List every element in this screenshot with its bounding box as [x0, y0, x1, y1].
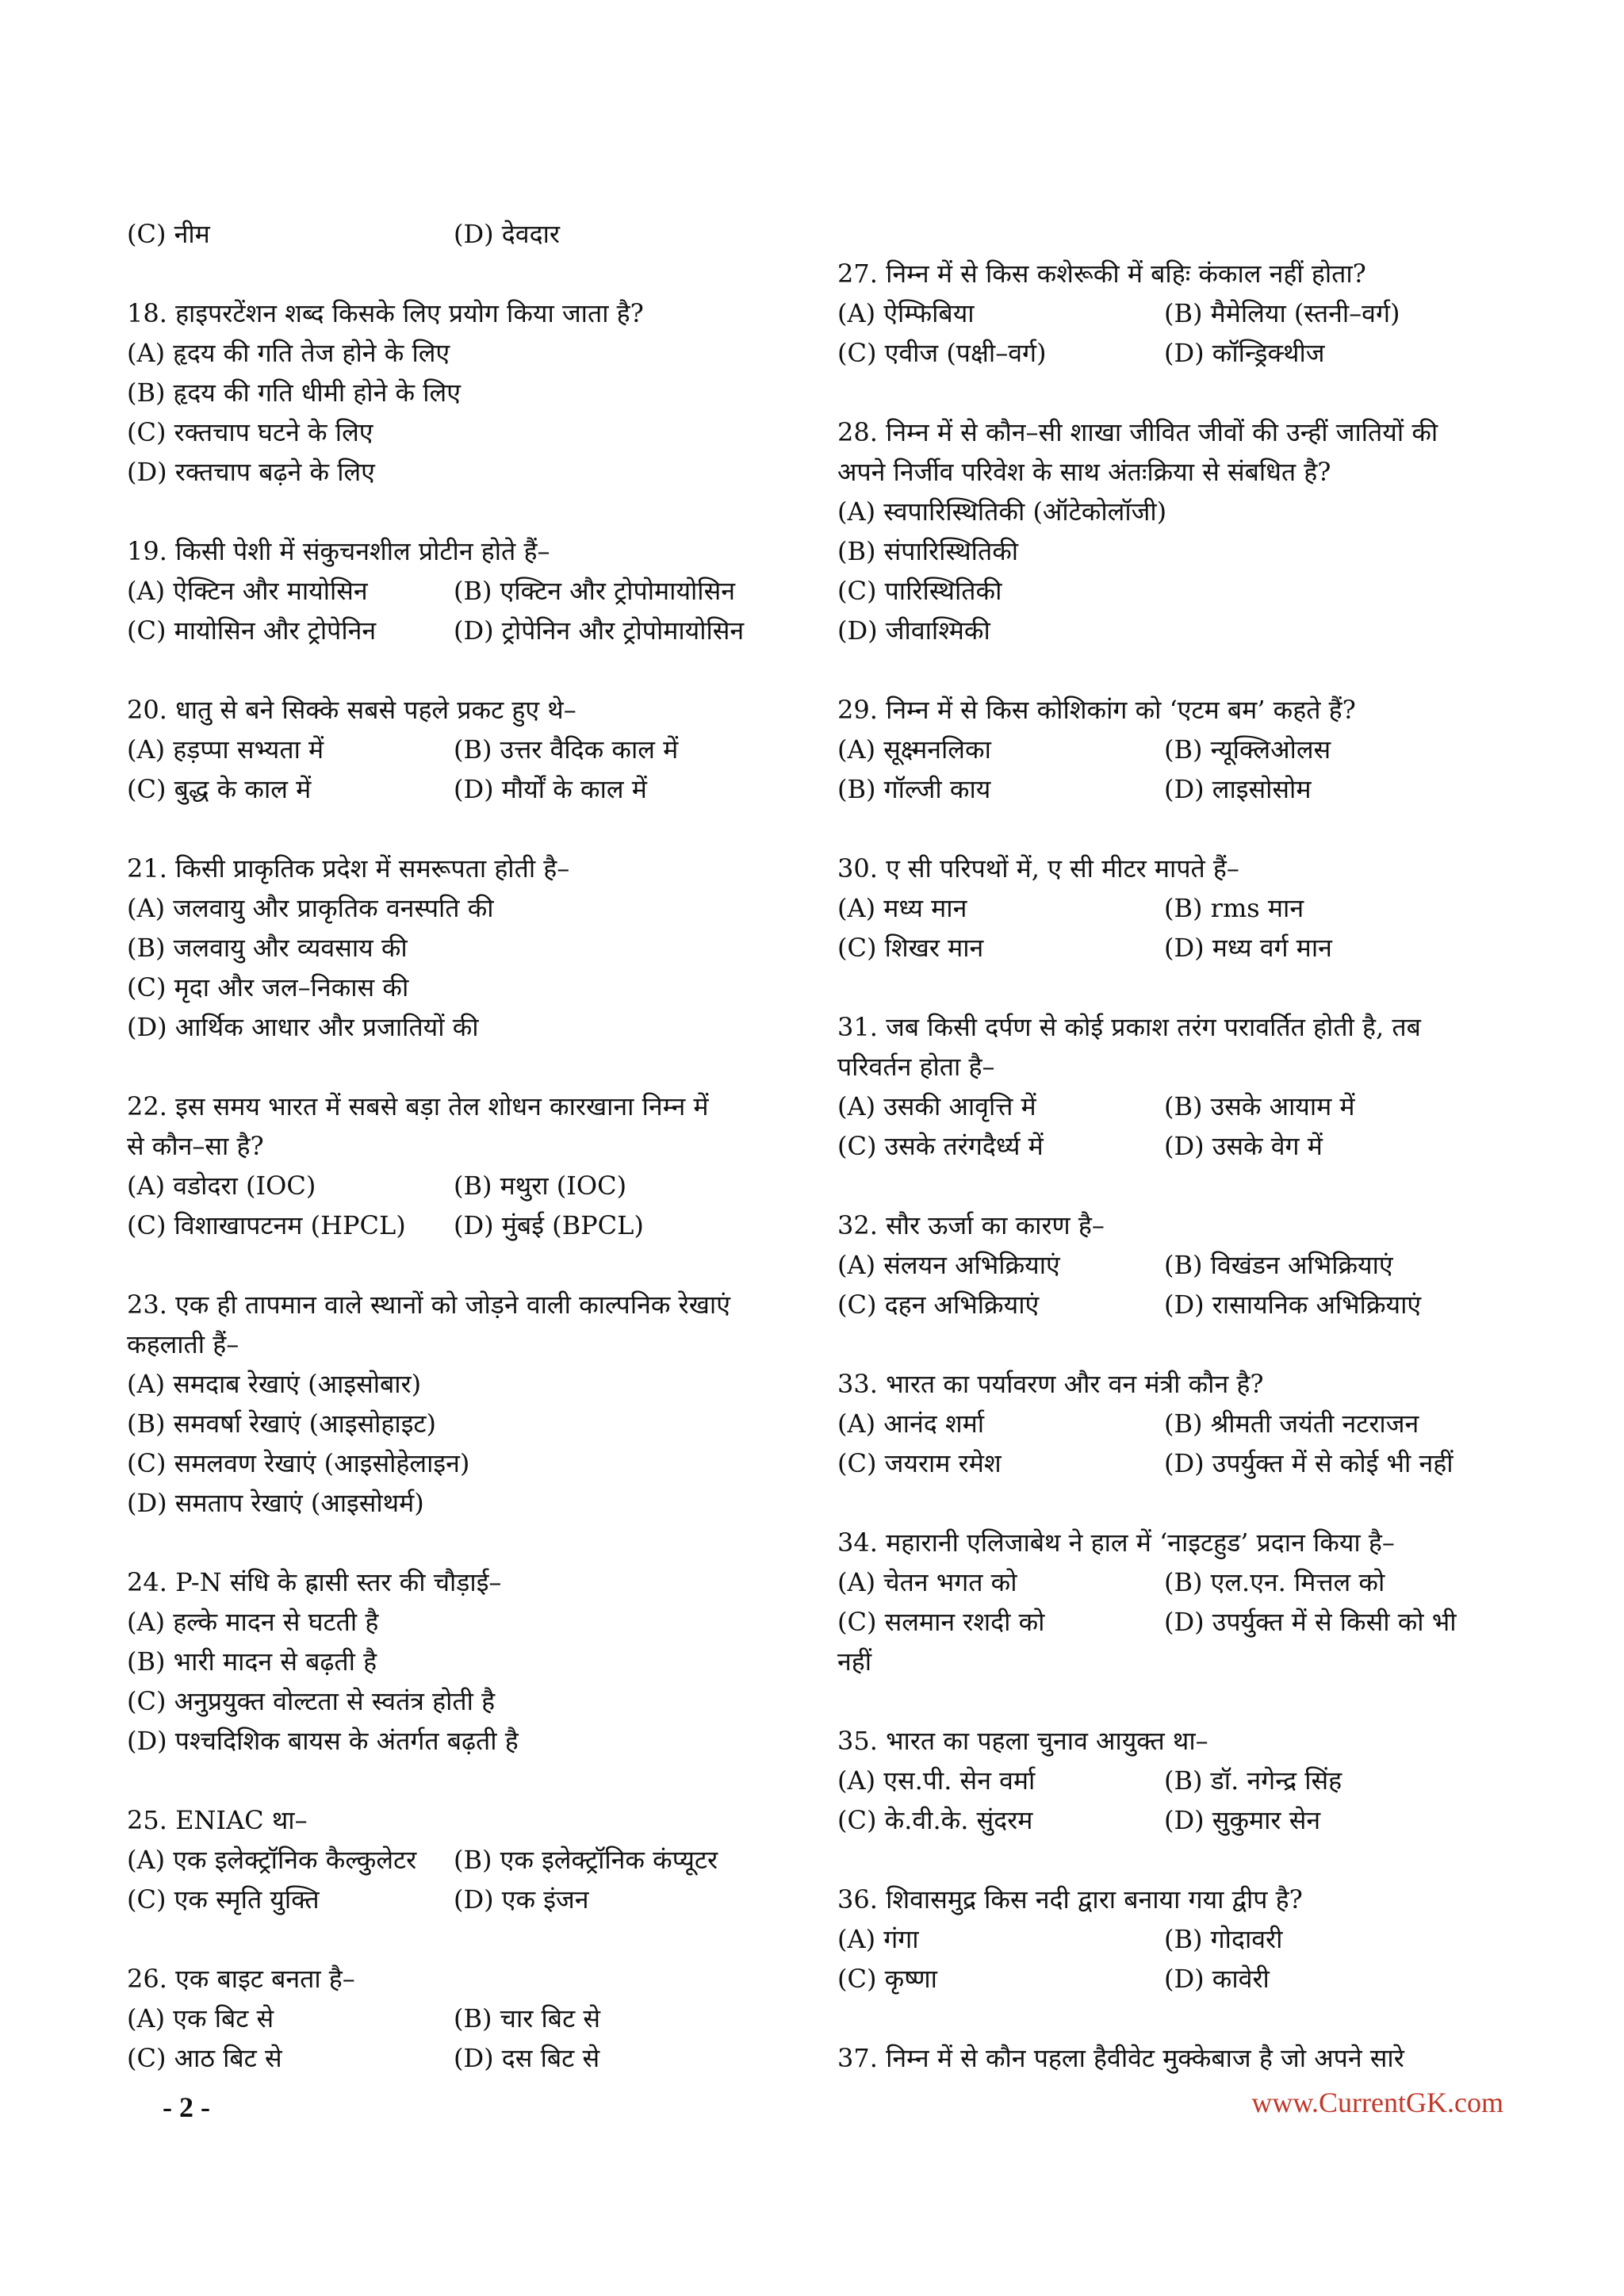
- line-text: (A) समदाब रेखाएं (आइसोबार): [127, 1369, 422, 1399]
- line-text: (B) भारी मादन से बढ़ती है: [127, 1646, 377, 1677]
- question-text: 19. किसी पेशी में संकुचनशील प्रोटीन होते हैं–: [127, 536, 550, 566]
- line-text: (D) समताप रेखाएं (आइसोथर्म): [127, 1488, 424, 1518]
- option-text: (B) श्रीमती जयंती नटराजन: [1164, 1409, 1419, 1439]
- question-block: [127, 1562, 809, 1761]
- question-text: 21. किसी प्राकृतिक प्रदेश में समरूपता होती है–: [127, 853, 570, 884]
- line-text: (C) पारिस्थितिकी: [837, 576, 1002, 606]
- option-text: (B) rms मान: [1164, 893, 1304, 923]
- option-text: (B) गॉल्जी काय: [837, 774, 991, 804]
- option-text: (B) एक इलेक्ट्रॉनिक कंप्यूटर: [454, 1845, 718, 1875]
- line-text: (D) जीवाश्मिकी: [837, 615, 990, 646]
- question-block: [127, 1800, 809, 1919]
- option-row: [837, 888, 1519, 928]
- option-text: (D) मौर्यों के काल में: [454, 774, 647, 804]
- option-text: (C) जयराम रमेश: [837, 1448, 1002, 1478]
- option-text: (A) गंगा: [837, 1924, 919, 1954]
- website-link[interactable]: www.CurrentGK.com: [1251, 2087, 1503, 2118]
- question-text: 24. P-N संधि के ह्रासी स्तर की चौड़ाई–: [127, 1567, 502, 1597]
- question-text: 32. सौर ऊर्जा का कारण है–: [837, 1210, 1105, 1240]
- line-text: परिवर्तन होता है–: [837, 1052, 995, 1082]
- option-text: (B) एल.एन. मित्तल को: [1164, 1567, 1385, 1597]
- option-text: (C) एवीज (पक्षी–वर्ग): [837, 338, 1047, 368]
- option-text: (C) बुद्ध के काल में: [127, 774, 312, 804]
- question-text: 27. निम्न में से किस कशेरूकी में बहिः कंकाल नहीं होता?: [837, 259, 1366, 289]
- option-text: (D) उपर्युक्त में से किसी को भी: [1164, 1607, 1457, 1637]
- option-row: [837, 1919, 1519, 1959]
- question-block: [837, 2038, 1519, 2078]
- question-block: [837, 1007, 1519, 1166]
- question-block: [837, 690, 1519, 809]
- option-text: (D) ट्रोपेनिन और ट्रोपोमायोसिन: [454, 615, 745, 646]
- option-text: (D) दस बिट से: [454, 2043, 600, 2073]
- option-text: (B) उत्तर वैदिक काल में: [454, 734, 679, 765]
- option-text: (D) मुंबई (BPCL): [454, 1210, 644, 1240]
- line-text: (C) अनुप्रयुक्त वोल्टता से स्वतंत्र होती है: [127, 1686, 496, 1716]
- option-text: (B) न्यूक्लिओलस: [1164, 734, 1331, 765]
- line-text: से कौन–सा है?: [127, 1131, 264, 1161]
- option-row: [127, 571, 809, 611]
- option-text: (D) एक इंजन: [454, 1884, 589, 1915]
- question-block: [837, 1880, 1519, 1999]
- question-text: 30. ए सी परिपथों में, ए सी मीटर मापते हैं–: [837, 853, 1239, 884]
- option-text: (D) कावेरी: [1164, 1964, 1270, 1994]
- option-text: (B) चार बिट से: [454, 2003, 601, 2033]
- question-text: 18. हाइपरटेंशन शब्द किसके लिए प्रयोग किया जाता है?: [127, 298, 644, 328]
- option-text: (D) देवदार: [454, 219, 560, 249]
- page-number: - 2 -: [163, 2091, 210, 2123]
- question-block: [127, 1285, 809, 1523]
- option-row: [127, 2038, 809, 2078]
- line-text: कहलाती हैं–: [127, 1329, 239, 1359]
- option-text: (A) ऐक्टिन और मायोसिन: [127, 576, 368, 606]
- question-text: 37. निम्न में से कौन पहला हैवीवेट मुक्केबाज है जो अपने सारे: [837, 2043, 1404, 2073]
- question-text: 22. इस समय भारत में सबसे बड़ा तेल शोधन कारखाना निम्न में: [127, 1091, 709, 1121]
- line-text: (C) समलवण रेखाएं (आइसोहेलाइन): [127, 1448, 470, 1478]
- option-row: [837, 928, 1519, 968]
- option-row: [837, 1761, 1519, 1800]
- option-row: [837, 769, 1519, 809]
- line-text: (A) हृदय की गति तेज होने के लिए: [127, 338, 450, 368]
- question-text: 33. भारत का पर्यावरण और वन मंत्री कौन है?: [837, 1369, 1264, 1399]
- option-row: [837, 1562, 1519, 1602]
- option-text: (A) हड़प्पा सभ्यता में: [127, 734, 324, 765]
- line-text: (D) आर्थिक आधार और प्रजातियों की: [127, 1012, 479, 1042]
- question-text: 29. निम्न में से किस कोशिकांग को ‘एटम बम’ कहते हैं?: [837, 695, 1356, 725]
- line-text: (A) स्वपारिस्थितिकी (ऑटेकोलॉजी): [837, 496, 1167, 527]
- question-block: [837, 1523, 1519, 1681]
- line-text: (D) पश्चदिशिक बायस के अंतर्गत बढ़ती है: [127, 1726, 519, 1756]
- question-block: [837, 1205, 1519, 1324]
- line-text: (C) मृदा और जल–निकास की: [127, 972, 409, 1002]
- option-row: [837, 1959, 1519, 1999]
- option-text: (D) उसके वेग में: [1164, 1131, 1323, 1161]
- line-text: अपने निर्जीव परिवेश के साथ अंतःक्रिया से संबधित है?: [837, 457, 1331, 487]
- line-text: (C) रक्तचाप घटने के लिए: [127, 417, 373, 447]
- line-text: (A) हल्के मादन से घटती है: [127, 1607, 379, 1637]
- option-row: [127, 1880, 809, 1919]
- question-text: 25. ENIAC था–: [127, 1805, 308, 1835]
- option-text: (C) दहन अभिक्रियाएं: [837, 1290, 1040, 1320]
- question-block: [837, 254, 1519, 373]
- option-row: [127, 730, 809, 769]
- line-text: (B) जलवायु और व्यवसाय की: [127, 933, 408, 963]
- option-row: [837, 1245, 1519, 1285]
- option-row: [127, 214, 809, 254]
- line-text: (B) हृदय की गति धीमी होने के लिए: [127, 378, 461, 408]
- question-block: [127, 214, 809, 254]
- option-text: (B) मथुरा (IOC): [454, 1171, 627, 1201]
- option-row: [837, 333, 1519, 373]
- option-text: (A) उसकी आवृत्ति में: [837, 1091, 1036, 1121]
- option-row: [837, 293, 1519, 333]
- question-block: [127, 1087, 809, 1245]
- option-text: (B) गोदावरी: [1164, 1924, 1283, 1954]
- option-text: (B) मैमेलिया (स्तनी–वर्ग): [1164, 298, 1400, 328]
- question-block: [837, 412, 1519, 650]
- question-text: 35. भारत का पहला चुनाव आयुक्त था–: [837, 1726, 1208, 1756]
- option-text: (D) मध्य वर्ग मान: [1164, 933, 1332, 963]
- option-text: (D) रासायनिक अभिक्रियाएं: [1164, 1290, 1422, 1320]
- option-row: [127, 769, 809, 809]
- question-text: 31. जब किसी दर्पण से कोई प्रकाश तरंग परावर्तित होती है, तब: [837, 1012, 1421, 1042]
- option-text: (A) सूक्ष्मनलिका: [837, 734, 991, 765]
- option-text: (B) विखंडन अभिक्रियाएं: [1164, 1250, 1393, 1280]
- question-block: [127, 293, 809, 492]
- question-block: [837, 1721, 1519, 1840]
- option-text: (C) सलमान रशदी को: [837, 1607, 1045, 1637]
- option-text: (C) मायोसिन और ट्रोपेनिन: [127, 615, 377, 646]
- line-text: नहीं: [837, 1646, 872, 1677]
- option-text: (D) कॉन्ड्रिक्थीज: [1164, 338, 1325, 368]
- question-block: [127, 849, 809, 1047]
- option-text: (A) ऐम्फिबिया: [837, 298, 975, 328]
- option-text: (A) एक इलेक्ट्रॉनिक कैल्कुलेटर: [127, 1845, 417, 1875]
- option-row: [837, 1126, 1519, 1166]
- line-text: (B) संपारिस्थितिकी: [837, 536, 1019, 566]
- option-text: (D) उपर्युक्त में से कोई भी नहीं: [1164, 1448, 1454, 1478]
- option-text: (B) उसके आयाम में: [1164, 1091, 1355, 1121]
- option-row: [837, 1087, 1519, 1126]
- option-text: (C) कृष्णा: [837, 1964, 937, 1994]
- question-block: [127, 531, 809, 650]
- option-row: [127, 1166, 809, 1205]
- option-row: [837, 730, 1519, 769]
- option-row: [837, 1800, 1519, 1840]
- option-text: (B) डॉ. नगेन्द्र सिंह: [1164, 1765, 1342, 1796]
- question-text: 36. शिवासमुद्र किस नदी द्वारा बनाया गया द्वीप है?: [837, 1884, 1303, 1915]
- option-text: (C) उसके तरंगदैर्ध्य में: [837, 1131, 1044, 1161]
- option-text: (C) एक स्मृति युक्ति: [127, 1884, 320, 1915]
- option-text: (A) आनंद शर्मा: [837, 1409, 985, 1439]
- question-text: 28. निम्न में से कौन–सी शाखा जीवित जीवों की उन्हीं जातियों की: [837, 417, 1438, 447]
- option-row: [127, 1999, 809, 2038]
- option-row: [837, 1602, 1519, 1642]
- option-text: (C) के.वी.के. सुंदरम: [837, 1805, 1033, 1835]
- option-text: (D) सुकुमार सेन: [1164, 1805, 1321, 1835]
- question-block: [127, 1959, 809, 2078]
- option-text: (A) मध्य मान: [837, 893, 967, 923]
- question-text: 23. एक ही तापमान वाले स्थानों को जोड़ने वाली काल्पनिक रेखाएं: [127, 1290, 730, 1320]
- option-text: (A) एस.पी. सेन वर्मा: [837, 1765, 1036, 1796]
- question-text: 20. धातु से बने सिक्के सबसे पहले प्रकट हुए थे–: [127, 695, 576, 725]
- option-row: [127, 1840, 809, 1880]
- line-text: (A) जलवायु और प्राकृतिक वनस्पति की: [127, 893, 494, 923]
- option-text: (A) चेतन भगत को: [837, 1567, 1017, 1597]
- question-block: [837, 1364, 1519, 1483]
- option-row: [127, 1205, 809, 1245]
- line-text: (D) रक्तचाप बढ़ने के लिए: [127, 457, 375, 487]
- question-text: 34. महारानी एलिजाबेथ ने हाल में ‘नाइटहुड’ प्रदान किया है–: [837, 1527, 1395, 1558]
- option-text: (A) वडोदरा (IOC): [127, 1171, 316, 1201]
- option-row: [837, 1285, 1519, 1324]
- option-row: [837, 1443, 1519, 1483]
- question-text: 26. एक बाइट बनता है–: [127, 1964, 355, 1994]
- line-text: (B) समवर्षा रेखाएं (आइसोहाइट): [127, 1409, 437, 1439]
- option-text: (C) विशाखापटनम (HPCL): [127, 1210, 406, 1240]
- question-block: [127, 690, 809, 809]
- option-text: (C) शिखर मान: [837, 933, 984, 963]
- option-text: (A) एक बिट से: [127, 2003, 274, 2033]
- option-text: (C) नीम: [127, 219, 210, 249]
- option-text: (C) आठ बिट से: [127, 2043, 282, 2073]
- option-text: (D) लाइसोसोम: [1164, 774, 1312, 804]
- option-text: (A) संलयन अभिक्रियाएं: [837, 1250, 1060, 1280]
- option-row: [837, 1404, 1519, 1443]
- question-block: [837, 849, 1519, 968]
- option-text: (B) एक्टिन और ट्रोपोमायोसिन: [454, 576, 735, 606]
- option-row: [127, 611, 809, 650]
